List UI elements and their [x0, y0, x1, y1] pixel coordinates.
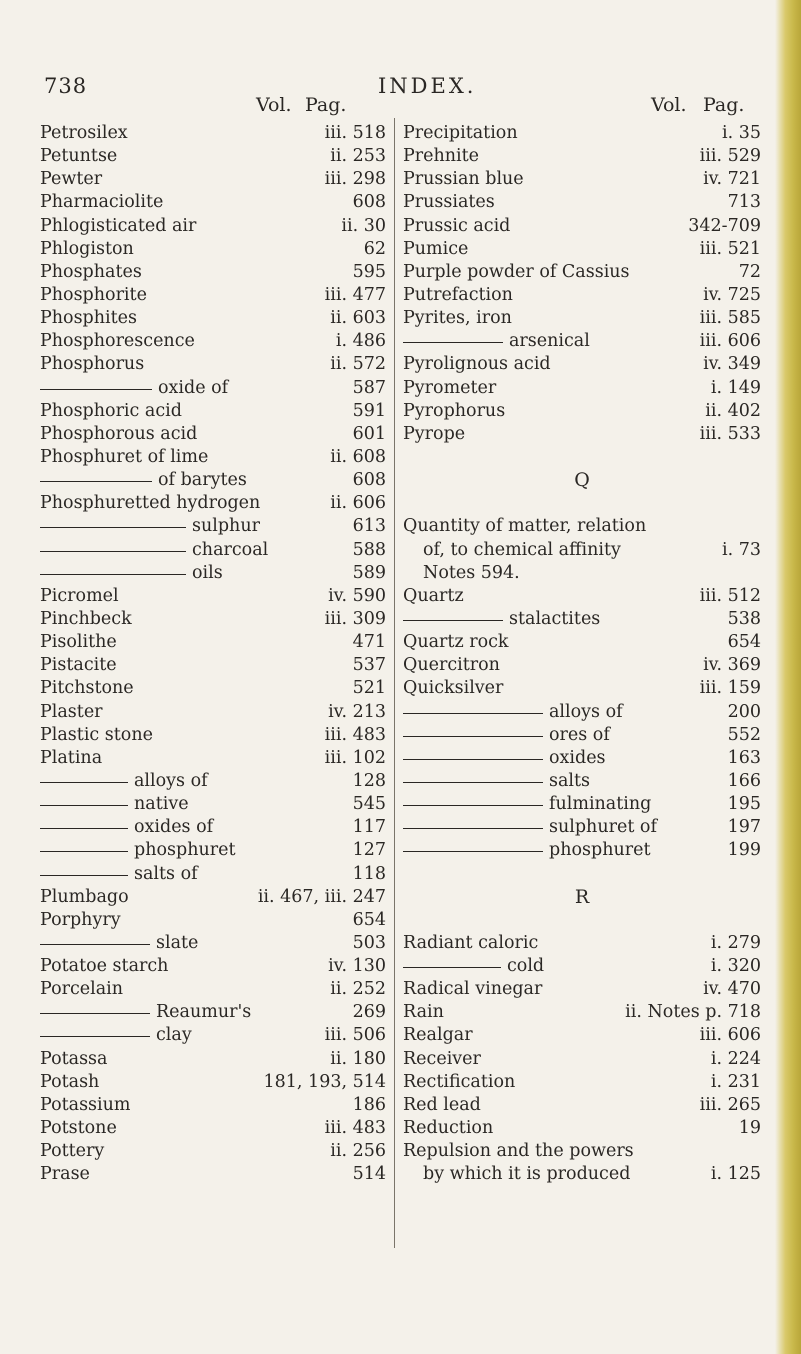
index-entry — [403, 1140, 761, 1163]
entry-term: Petrosilex — [40, 123, 128, 143]
entry-term: sulphuret of — [549, 817, 657, 838]
entry-reference: 654 — [727, 632, 761, 653]
index-entry — [40, 701, 386, 724]
entry-term: Quartz rock — [403, 632, 509, 653]
index-entry — [40, 770, 386, 793]
entry-reference: iii. 483 — [324, 1118, 386, 1139]
index-entry — [40, 932, 386, 955]
ditto-dash — [40, 828, 128, 829]
entry-term: Pharmaciolite — [40, 192, 164, 213]
index-entry — [403, 400, 761, 423]
entry-reference: ii. 467, iii. 247 — [257, 886, 386, 907]
entry-reference: 654 — [352, 909, 386, 930]
entry-term: Potassium — [40, 1094, 131, 1115]
ditto-dash — [40, 851, 128, 852]
entry-term: stalactites — [509, 608, 601, 629]
index-entry — [40, 238, 386, 261]
index-entry — [40, 191, 386, 214]
index-entry — [40, 886, 386, 909]
entry-term: Prussic acid — [403, 215, 511, 236]
index-entry — [40, 747, 386, 770]
entry-term: phosphuret — [134, 840, 236, 861]
index-entry — [40, 307, 386, 330]
entry-reference: 471 — [352, 632, 386, 653]
entry-reference: 118 — [352, 863, 386, 884]
ditto-dash — [40, 875, 128, 876]
entry-term: Phosphoric acid — [40, 400, 182, 421]
left-pag-heading: Pag. — [305, 94, 347, 116]
entry-term: Rain — [403, 1002, 444, 1023]
entry-term: Potatoe starch — [40, 956, 169, 977]
entry-reference: 127 — [352, 840, 386, 861]
entry-term: native — [134, 794, 189, 815]
blank-line — [403, 446, 761, 469]
entry-term: Pewter — [40, 169, 103, 190]
index-entry — [40, 1117, 386, 1140]
entry-reference: iii. 529 — [699, 146, 761, 167]
ditto-dash — [403, 736, 543, 737]
right-pag-heading: Pag. — [703, 94, 745, 116]
index-entry — [40, 400, 386, 423]
entry-reference: ii. 603 — [330, 308, 386, 329]
entry-reference: 62 — [363, 238, 386, 259]
entry-term: oxides — [549, 747, 606, 768]
entry-term: oxides of — [134, 817, 214, 838]
entry-term: arsenical — [509, 331, 590, 352]
index-entry — [40, 863, 386, 886]
entry-reference: 588 — [352, 539, 386, 560]
index-entry — [403, 747, 761, 770]
ditto-dash — [403, 342, 503, 343]
ditto-dash — [40, 481, 152, 482]
entry-reference: iii. 518 — [324, 123, 386, 143]
entry-reference: ii. 253 — [330, 146, 386, 167]
entry-reference: ii. 180 — [330, 1048, 386, 1069]
ditto-dash — [403, 851, 543, 852]
index-entry — [403, 793, 761, 816]
ditto-dash — [403, 967, 501, 968]
entry-reference: iii. 506 — [324, 1025, 386, 1046]
index-entry — [40, 677, 386, 700]
page-number: 738 — [44, 74, 88, 98]
entry-term: charcoal — [192, 539, 269, 560]
entry-reference: iii. 512 — [699, 585, 761, 606]
index-entry — [403, 955, 761, 978]
entry-term: Phosphorous acid — [40, 423, 198, 444]
index-entry — [403, 585, 761, 608]
index-entry — [40, 816, 386, 839]
index-entry — [40, 1048, 386, 1071]
entry-term: Radical vinegar — [403, 979, 543, 1000]
index-entry — [40, 515, 386, 538]
section-letter: Q — [574, 469, 590, 492]
entry-term: sulphur — [192, 516, 260, 537]
entry-reference: iii. 477 — [324, 284, 386, 305]
index-entry — [40, 793, 386, 816]
entry-term: salts of — [134, 863, 198, 884]
ditto-dash — [403, 620, 503, 621]
entry-term: Phosphuretted hydrogen — [40, 493, 261, 514]
index-entry — [403, 1071, 761, 1094]
index-entry — [403, 932, 761, 955]
entry-term: Realgar — [403, 1025, 473, 1046]
index-entry — [40, 145, 386, 168]
entry-term: alloys of — [134, 770, 208, 791]
entry-term: Plastic stone — [40, 724, 153, 745]
ditto-dash — [403, 713, 543, 714]
index-entry — [40, 978, 386, 1001]
index-entry — [40, 261, 386, 284]
entry-reference: 538 — [727, 608, 761, 629]
entry-reference: iv. 590 — [328, 585, 386, 606]
entry-reference: iii. 265 — [699, 1094, 761, 1115]
index-entry — [40, 909, 386, 932]
entry-reference: iv. 369 — [703, 655, 761, 676]
ditto-dash — [403, 782, 543, 783]
entry-term: Reduction — [403, 1118, 494, 1139]
entry-reference: 552 — [727, 724, 761, 745]
index-entry — [403, 539, 761, 562]
entry-term: Phosphites — [40, 308, 138, 329]
index-entry — [40, 215, 386, 238]
section-letter: R — [574, 885, 590, 908]
entry-term: Rectification — [403, 1071, 516, 1092]
entry-reference: i. 320 — [710, 956, 761, 977]
index-entry — [403, 724, 761, 747]
entry-reference: 545 — [352, 794, 386, 815]
index-entry — [40, 1163, 386, 1186]
entry-reference: 713 — [727, 192, 761, 213]
entry-reference: ii. Notes p. 718 — [625, 1002, 761, 1023]
entry-reference: 186 — [352, 1094, 386, 1115]
entry-reference: ii. 256 — [330, 1141, 386, 1162]
index-entry — [403, 215, 761, 238]
index-entry — [40, 122, 386, 145]
entry-term: Quartz — [403, 585, 464, 606]
entry-reference: 117 — [352, 817, 386, 838]
index-entry — [40, 377, 386, 400]
index-entry — [40, 724, 386, 747]
index-entry — [40, 1094, 386, 1117]
entry-reference: i. 279 — [710, 932, 761, 953]
blank-line — [403, 492, 761, 515]
index-entry — [40, 1001, 386, 1024]
entry-reference: i. 149 — [710, 377, 761, 398]
entry-term: Putrefaction — [403, 284, 513, 305]
entry-term: Pyrope — [403, 423, 466, 444]
index-entry — [40, 1024, 386, 1047]
entry-reference: 181, 193, 514 — [263, 1071, 386, 1092]
entry-term: alloys of — [549, 701, 623, 722]
entry-reference: i. 125 — [710, 1164, 761, 1185]
entry-reference: iii. 298 — [324, 169, 386, 190]
entry-term: Potstone — [40, 1118, 117, 1139]
right-index-column — [403, 122, 761, 1186]
index-entry — [403, 562, 761, 585]
entry-term: Phosphorus — [40, 354, 145, 375]
index-entry — [40, 955, 386, 978]
index-entry — [403, 238, 761, 261]
entry-reference: 72 — [738, 261, 761, 282]
ditto-dash — [40, 389, 152, 390]
entry-term: oxide of — [158, 377, 229, 398]
entry-term: Pottery — [40, 1141, 105, 1162]
entry-reference: 197 — [727, 817, 761, 838]
entry-reference: 342-709 — [688, 215, 761, 236]
entry-reference: iii. 606 — [699, 331, 761, 352]
entry-term: Radiant caloric — [403, 932, 539, 953]
index-entry — [403, 284, 761, 307]
entry-term: Picromel — [40, 585, 119, 606]
index-entry — [403, 654, 761, 677]
entry-term: of, to chemical affinity — [423, 539, 621, 560]
page-edge-binding — [775, 0, 801, 1354]
entry-term: Purple powder of Cassius — [403, 261, 630, 282]
entry-reference: 521 — [352, 678, 386, 699]
entry-reference: ii. 572 — [330, 354, 386, 375]
entry-reference: iv. 349 — [703, 354, 761, 375]
entry-reference: 128 — [352, 770, 386, 791]
entry-reference: iv. 725 — [703, 284, 761, 305]
entry-reference: 608 — [352, 470, 386, 491]
entry-reference: iii. 533 — [699, 423, 761, 444]
entry-term: Quercitron — [403, 655, 500, 676]
entry-reference: 200 — [727, 701, 761, 722]
entry-reference: 589 — [352, 562, 386, 583]
index-entry — [403, 978, 761, 1001]
entry-term: Phosphorite — [40, 284, 147, 305]
blank-line — [403, 909, 761, 932]
entry-reference: 163 — [727, 747, 761, 768]
entry-term: Reaumur's — [156, 1002, 252, 1023]
index-entry — [403, 631, 761, 654]
entry-term: Phosphuret of lime — [40, 446, 209, 467]
ditto-dash — [40, 574, 186, 575]
index-entry — [40, 330, 386, 353]
entry-reference: 503 — [352, 932, 386, 953]
entry-term: Prussian blue — [403, 169, 524, 190]
entry-reference: i. 231 — [710, 1071, 761, 1092]
index-entry — [403, 839, 761, 862]
index-entry — [403, 1001, 761, 1024]
index-entry — [40, 168, 386, 191]
entry-term: Pitchstone — [40, 678, 134, 699]
ditto-dash — [40, 782, 128, 783]
entry-reference: iv. 721 — [703, 169, 761, 190]
index-entry — [403, 1117, 761, 1140]
entry-reference: 199 — [727, 840, 761, 861]
left-index-column — [40, 122, 386, 1186]
entry-term: slate — [156, 932, 199, 953]
index-entry — [403, 701, 761, 724]
entry-reference: 613 — [352, 516, 386, 537]
index-entry — [403, 1024, 761, 1047]
entry-reference: iv. 213 — [328, 701, 386, 722]
index-entry — [403, 191, 761, 214]
entry-term: Red lead — [403, 1094, 481, 1115]
entry-reference: i. 73 — [722, 539, 761, 560]
ditto-dash — [40, 1013, 150, 1014]
entry-reference: i. 224 — [710, 1048, 761, 1069]
entry-term: of barytes — [158, 470, 247, 491]
ditto-dash — [40, 1036, 150, 1037]
index-entry — [403, 353, 761, 376]
index-entry — [403, 307, 761, 330]
entry-reference: i. 486 — [335, 331, 386, 352]
entry-term: by which it is produced — [423, 1164, 631, 1185]
index-entry — [40, 353, 386, 376]
index-entry — [403, 770, 761, 793]
entry-term: Phosphates — [40, 261, 142, 282]
entry-term: Potash — [40, 1071, 100, 1092]
entry-reference: iii. 521 — [699, 238, 761, 259]
entry-term: Potassa — [40, 1048, 108, 1069]
index-entry — [40, 446, 386, 469]
entry-term: Pumice — [403, 238, 469, 259]
entry-reference: iii. 606 — [699, 1025, 761, 1046]
entry-term: Pisolithe — [40, 632, 117, 653]
index-entry — [40, 284, 386, 307]
entry-term: Petuntse — [40, 146, 118, 167]
entry-term: clay — [156, 1025, 192, 1046]
index-entry — [403, 145, 761, 168]
column-divider — [394, 118, 395, 1248]
entry-reference: ii. 30 — [341, 215, 386, 236]
entry-reference: iii. 585 — [699, 308, 761, 329]
index-entry — [403, 261, 761, 284]
entry-term: Phosphorescence — [40, 331, 195, 352]
index-entry — [40, 631, 386, 654]
entry-term: Pinchbeck — [40, 608, 132, 629]
entry-reference: i. 35 — [722, 123, 761, 143]
blank-line — [403, 863, 761, 886]
index-entry — [40, 562, 386, 585]
ditto-dash — [40, 944, 150, 945]
entry-reference: 587 — [352, 377, 386, 398]
index-entry — [40, 469, 386, 492]
entry-term: Receiver — [403, 1048, 481, 1069]
entry-reference: 608 — [352, 192, 386, 213]
ditto-dash — [403, 828, 543, 829]
entry-reference: 166 — [727, 770, 761, 791]
left-vol-heading: Vol. — [256, 94, 292, 116]
entry-term: ores of — [549, 724, 610, 745]
entry-term: Plaster — [40, 701, 103, 722]
entry-reference: 537 — [352, 655, 386, 676]
entry-reference: ii. 252 — [330, 979, 386, 1000]
entry-term: Pyrolignous acid — [403, 354, 551, 375]
entry-reference: ii. 606 — [330, 493, 386, 514]
index-entry — [403, 1163, 761, 1186]
entry-term: Notes 594. — [423, 562, 520, 583]
ditto-dash — [40, 805, 128, 806]
entry-term: Porcelain — [40, 979, 124, 1000]
entry-term: Quantity of matter, relation — [403, 516, 647, 537]
entry-term: Prehnite — [403, 146, 480, 167]
ditto-dash — [403, 805, 543, 806]
entry-reference: 591 — [352, 400, 386, 421]
entry-term: Repulsion and the powers — [403, 1141, 634, 1162]
entry-reference: iv. 470 — [703, 979, 761, 1000]
entry-term: Porphyry — [40, 909, 121, 930]
running-head: INDEX. — [378, 74, 477, 98]
index-entry — [40, 1071, 386, 1094]
entry-term: Platina — [40, 747, 103, 768]
entry-term: oils — [192, 562, 223, 583]
entry-reference: iii. 483 — [324, 724, 386, 745]
entry-term: fulminating — [549, 794, 652, 815]
ditto-dash — [40, 527, 186, 528]
entry-reference: ii. 402 — [705, 400, 761, 421]
entry-term: salts — [549, 770, 591, 791]
entry-reference: 269 — [352, 1002, 386, 1023]
index-entry — [403, 515, 761, 538]
entry-reference: iii. 102 — [324, 747, 386, 768]
ditto-dash — [40, 551, 186, 552]
index-entry — [40, 839, 386, 862]
entry-term: Phlogisticated air — [40, 215, 197, 236]
index-entry — [403, 423, 761, 446]
entry-term: Pyrophorus — [403, 400, 506, 421]
entry-term: Pyrites, iron — [403, 308, 512, 329]
index-entry — [403, 330, 761, 353]
index-entry — [403, 168, 761, 191]
entry-term: Quicksilver — [403, 678, 504, 699]
index-entry — [403, 677, 761, 700]
entry-term: Plumbago — [40, 886, 129, 907]
entry-reference: iii. 159 — [699, 678, 761, 699]
entry-term: Pyrometer — [403, 377, 497, 398]
index-entry — [40, 585, 386, 608]
entry-reference: 601 — [352, 423, 386, 444]
index-entry — [40, 539, 386, 562]
entry-reference: 514 — [352, 1164, 386, 1185]
entry-reference: ii. 608 — [330, 446, 386, 467]
entry-reference: 19 — [738, 1118, 761, 1139]
right-vol-heading: Vol. — [651, 94, 687, 116]
entry-term: Prase — [40, 1164, 90, 1185]
index-entry — [40, 492, 386, 515]
entry-reference: iv. 130 — [328, 956, 386, 977]
index-entry — [40, 1140, 386, 1163]
index-entry — [40, 423, 386, 446]
entry-reference: 195 — [727, 794, 761, 815]
index-entry — [40, 608, 386, 631]
entry-reference: iii. 309 — [324, 608, 386, 629]
entry-term: cold — [507, 956, 545, 977]
index-entry — [40, 654, 386, 677]
index-entry — [403, 377, 761, 400]
index-entry — [403, 122, 761, 145]
index-entry — [403, 816, 761, 839]
ditto-dash — [403, 759, 543, 760]
index-entry — [403, 608, 761, 631]
index-entry — [403, 1094, 761, 1117]
entry-term: Prussiates — [403, 192, 495, 213]
entry-term: Phlogiston — [40, 238, 134, 259]
entry-term: Pistacite — [40, 655, 117, 676]
entry-term: Precipitation — [403, 123, 518, 143]
entry-term: phosphuret — [549, 840, 651, 861]
entry-reference: 595 — [352, 261, 386, 282]
index-entry — [403, 1048, 761, 1071]
